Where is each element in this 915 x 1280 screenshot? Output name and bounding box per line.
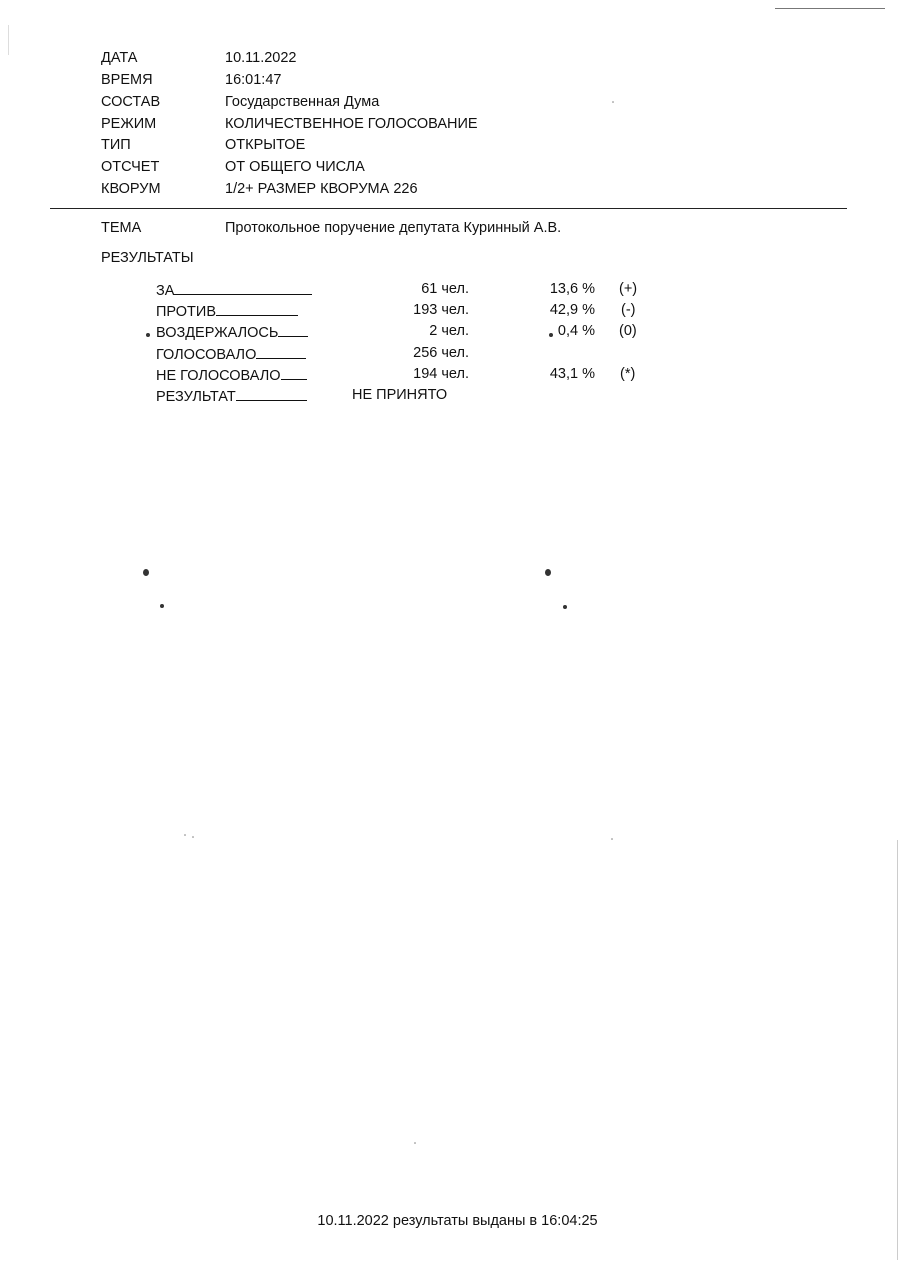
row-percent: 42,9 % — [549, 302, 595, 318]
scan-edge-right — [897, 840, 898, 1260]
quorum-value: 1/2+ РАЗМЕР КВОРУМА 226 — [225, 181, 418, 197]
results-title: РЕЗУЛЬТАТЫ — [101, 250, 194, 266]
row-label-cell — [156, 344, 314, 364]
row-label: НЕ ГОЛОСОВАЛО — [156, 368, 281, 384]
count-value: ОТ ОБЩЕГО ЧИСЛА — [225, 159, 365, 175]
row-mark: (+) — [619, 281, 638, 297]
scan-edge-left — [8, 25, 9, 55]
mode-label: РЕЖИМ — [101, 116, 157, 132]
scan-speck — [612, 101, 614, 103]
fill-underline — [256, 344, 306, 359]
row-label-cell — [156, 322, 314, 342]
count-label: ОТСЧЕТ — [101, 159, 160, 175]
row-label-cell — [156, 365, 314, 385]
row-label: ВОЗДЕРЖАЛОСЬ — [156, 325, 279, 341]
scan-speck — [611, 838, 613, 840]
scan-speck — [192, 836, 194, 838]
issued-footer: 10.11.2022 результаты выданы в 16:04:25 — [317, 1213, 598, 1229]
punch-mark — [143, 569, 149, 576]
body-value: Государственная Дума — [225, 94, 380, 110]
type-value: ОТКРЫТОЕ — [225, 137, 306, 153]
row-percent: 43,1 % — [549, 366, 595, 382]
fill-underline — [278, 322, 308, 337]
punch-mark — [545, 569, 551, 576]
row-percent: 0,4 % — [557, 323, 595, 339]
fill-underline — [174, 280, 312, 295]
row-count: 61 чел. — [421, 281, 469, 297]
fill-underline — [216, 301, 298, 316]
outcome-label: РЕЗУЛЬТАТ — [156, 389, 236, 405]
mode-value: КОЛИЧЕСТВЕННОЕ ГОЛОСОВАНИЕ — [225, 116, 478, 132]
time-label: ВРЕМЯ — [101, 72, 153, 88]
scan-speck — [414, 1142, 416, 1144]
row-label-cell — [156, 280, 314, 300]
row-mark: (-) — [621, 302, 636, 318]
row-mark: (0) — [619, 323, 637, 339]
row-mark: (*) — [620, 366, 636, 382]
row-label: ГОЛОСОВАЛО — [156, 347, 257, 363]
row-label: ЗА — [156, 283, 175, 299]
time-value: 16:01:47 — [225, 72, 282, 88]
row-count: 193 чел. — [413, 302, 469, 318]
punch-mark — [160, 604, 164, 608]
row-count: 256 чел. — [413, 345, 469, 361]
row-label-cell — [156, 301, 314, 321]
scan-speck — [146, 333, 150, 337]
topic-value: Протокольное поручение депутата Куринный А.В. — [225, 220, 562, 236]
row-count: 2 чел. — [429, 323, 469, 339]
punch-mark — [563, 605, 567, 609]
date-label: ДАТА — [101, 50, 138, 66]
corner-rule — [775, 8, 885, 9]
header-divider — [50, 208, 847, 209]
row-percent: 13,6 % — [549, 281, 595, 297]
quorum-label: КВОРУМ — [101, 181, 161, 197]
row-label: ПРОТИВ — [156, 304, 217, 320]
type-label: ТИП — [101, 137, 131, 153]
fill-underline — [236, 386, 307, 401]
fill-underline — [281, 365, 307, 380]
outcome-value: НЕ ПРИНЯТО — [352, 387, 448, 403]
scan-speck — [184, 834, 186, 836]
scan-speck — [549, 333, 553, 337]
date-value: 10.11.2022 — [225, 50, 297, 66]
row-count: 194 чел. — [413, 366, 469, 382]
topic-label: ТЕМА — [101, 220, 142, 236]
outcome-label-cell — [156, 386, 314, 406]
body-label: СОСТАВ — [101, 94, 161, 110]
